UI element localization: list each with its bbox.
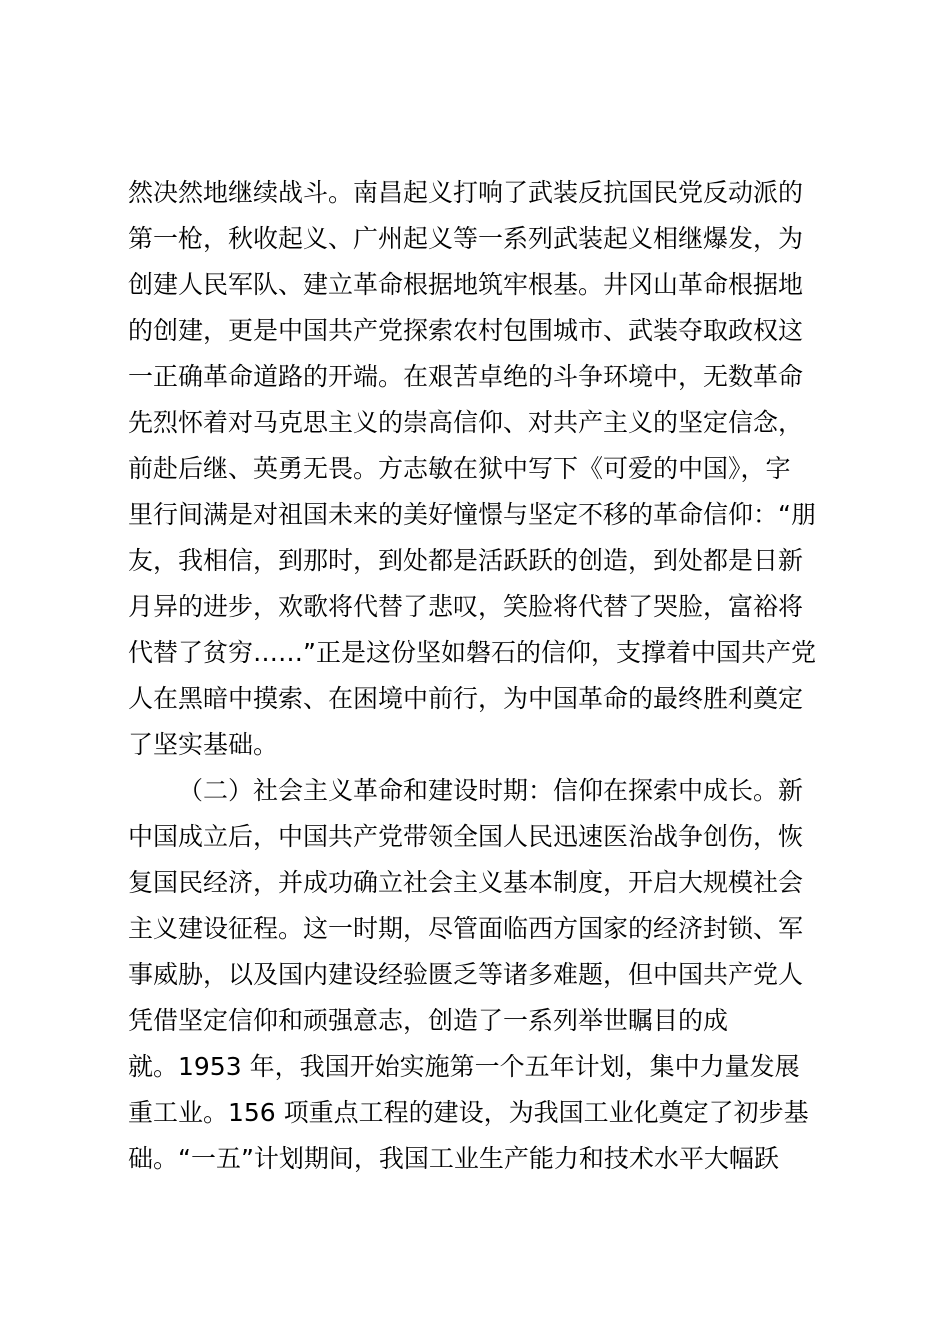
text-line: 事威胁，以及国内建设经验匮乏等诸多难题，但中国共产党人 xyxy=(128,960,804,989)
body-text xyxy=(128,170,833,1182)
text-line: 月异的进步，欢歌将代替了悲叹，笑脸将代替了哭脸，富裕将 xyxy=(128,592,804,621)
text-line: 础。“一五”计划期间，我国工业生产能力和技术水平大幅跃 xyxy=(128,1144,779,1173)
text-line: 就。1953 年，我国开始实施第一个五年计划，集中力量发展 xyxy=(128,1052,800,1081)
text-line: 代替了贫穷……”正是这份坚如磐石的信仰，支撑着中国共产党 xyxy=(128,638,816,667)
text-line: 创建人民军队、建立革命根据地筑牢根基。井冈山革命根据地 xyxy=(128,270,804,299)
text-line: 主义建设征程。这一时期，尽管面临西方国家的经济封锁、军 xyxy=(128,914,804,943)
text-line: 了坚实基础。 xyxy=(128,730,279,759)
text-line: 先烈怀着对马克思主义的崇高信仰、对共产主义的坚定信念， xyxy=(128,408,804,437)
text-line: 中国成立后，中国共产党带领全国人民迅速医治战争创伤，恢 xyxy=(128,822,804,851)
text-line: 凭借坚定信仰和顽强意志，创造了一系列举世瞩目的成 xyxy=(128,1006,729,1035)
text-line: 一正确革命道路的开端。在艰苦卓绝的斗争环境中，无数革命 xyxy=(128,362,804,391)
text-line: 复国民经济，并成功确立社会主义基本制度，开启大规模社会 xyxy=(128,868,804,897)
text-line: 然决然地继续战斗。南昌起义打响了武装反抗国民党反动派的 xyxy=(128,178,804,207)
section-heading-line: （二）社会主义革命和建设时期：信仰在探索中成长。新 xyxy=(178,776,804,805)
text-line: 重工业。156 项重点工程的建设，为我国工业化奠定了初步基 xyxy=(128,1098,809,1127)
text-line: 人在黑暗中摸索、在困境中前行，为中国革命的最终胜利奠定 xyxy=(128,684,804,713)
text-line: 前赴后继、英勇无畏。方志敏在狱中写下《可爱的中国》，字 xyxy=(128,454,791,483)
text-line: 的创建，更是中国共产党探索农村包围城市、武装夺取政权这 xyxy=(128,316,804,345)
text-line: 第一枪，秋收起义、广州起义等一系列武装起义相继爆发，为 xyxy=(128,224,804,253)
text-line: 友，我相信，到那时，到处都是活跃跃的创造，到处都是日新 xyxy=(128,546,804,575)
text-line: 里行间满是对祖国未来的美好憧憬与坚定不移的革命信仰：“朋 xyxy=(128,500,816,529)
